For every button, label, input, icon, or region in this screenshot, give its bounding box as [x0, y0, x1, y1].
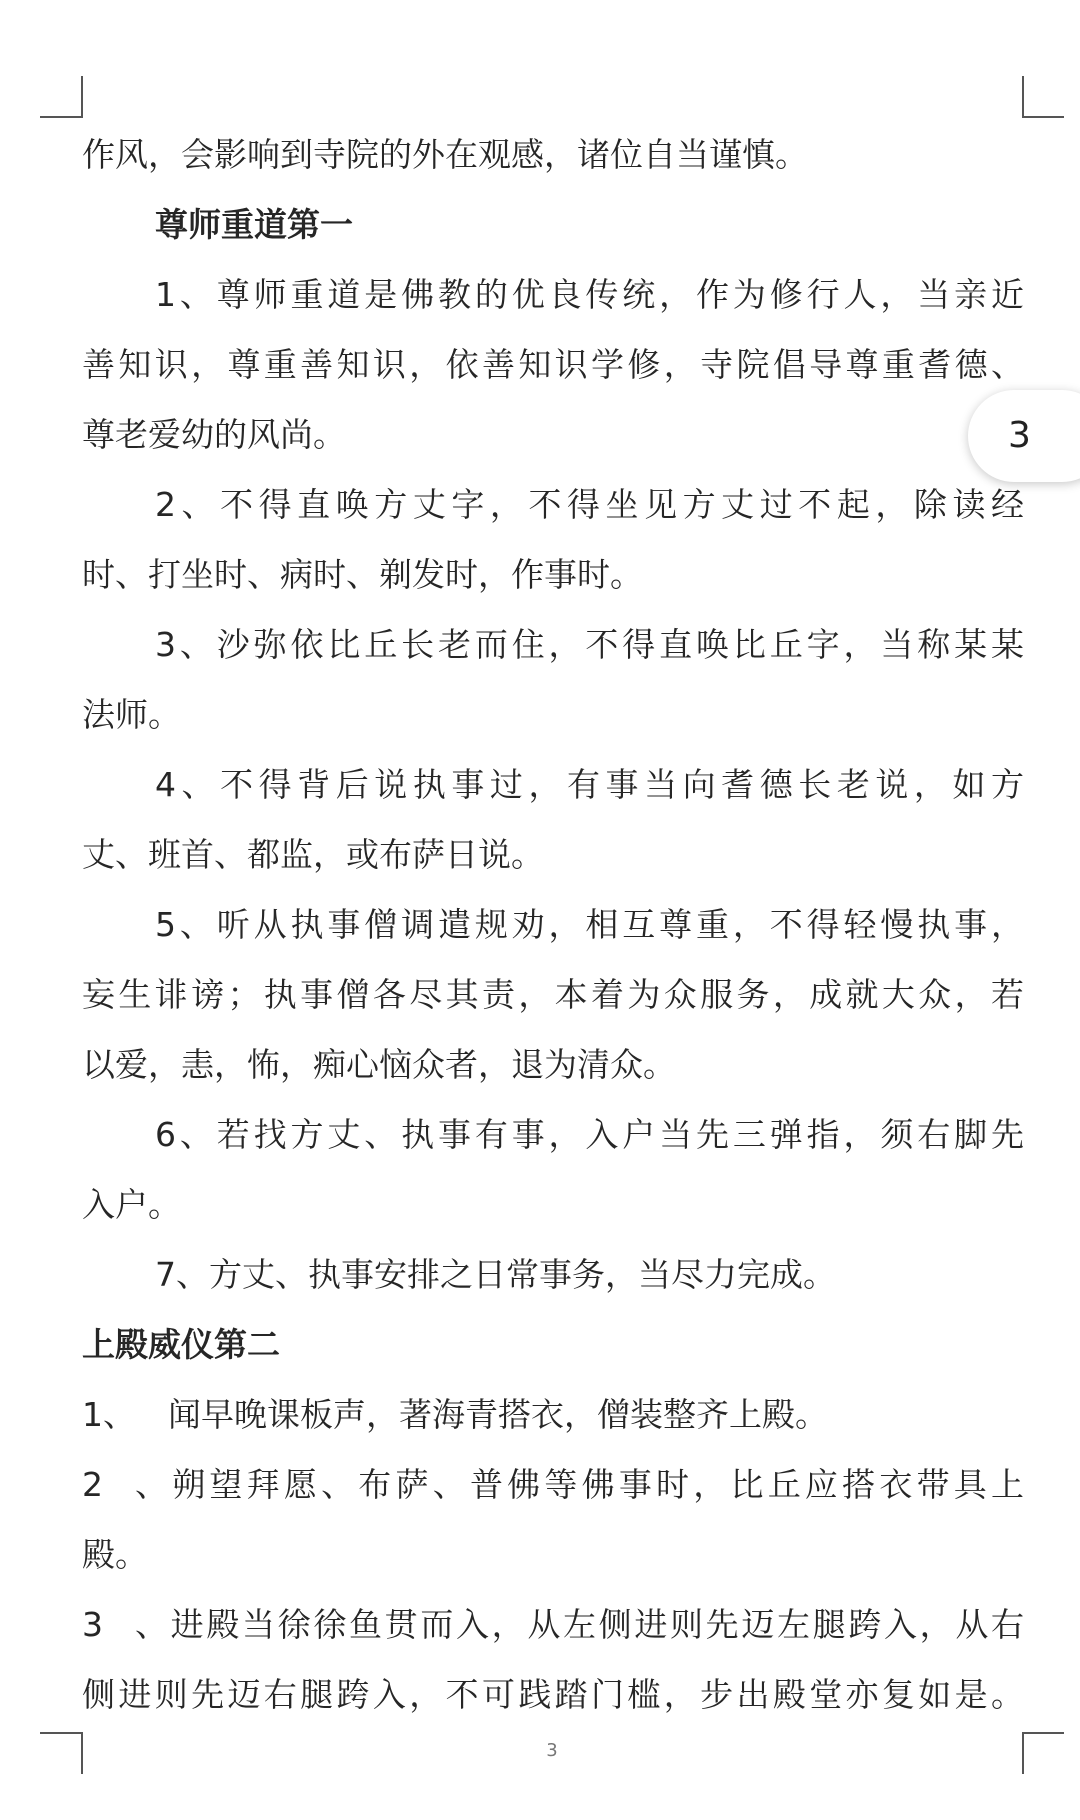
footer-page-number: 3 — [546, 1740, 558, 1761]
crop-mark-bottom-right-h — [1022, 1732, 1064, 1734]
crop-mark-bottom-left-h — [40, 1732, 82, 1734]
list-item-text: 侧进则先迈右腿跨入，不可践踏门槛，步出殿堂亦复如是。 — [82, 1675, 1024, 1714]
crop-mark-top-left-v — [81, 76, 83, 118]
page-indicator-badge[interactable] — [968, 390, 1080, 482]
list-number: 1、 — [82, 1395, 136, 1434]
list-number: 3、 — [82, 1605, 168, 1644]
list-number: 2、 — [82, 1465, 168, 1504]
numbered-list-line — [82, 1590, 1024, 1660]
paragraph-line: 尊老爱幼的风尚。 — [82, 415, 346, 454]
paragraph-line: 入户。 — [82, 1185, 181, 1224]
paragraph-line: 时、打坐时、病时、剃发时，作事时。 — [82, 555, 643, 594]
paragraph-line: 丈、班首、都监，或布萨日说。 — [82, 835, 544, 874]
paragraph-line: 作风，会影响到寺院的外在观感，诸位自当谨慎。 — [82, 135, 808, 174]
paragraph-line: 6、若找方丈、执事有事，入户当先三弹指，须右脚先 — [155, 1115, 1024, 1154]
section-heading: 尊师重道第一 — [155, 205, 353, 244]
paragraph-line: 7、方丈、执事安排之日常事务，当尽力完成。 — [155, 1255, 836, 1294]
numbered-list-line — [82, 1660, 1024, 1730]
list-item-text: 朔望拜愿、布萨、普佛等佛事时，比丘应搭衣带具上 — [168, 1465, 1024, 1504]
section-heading: 上殿威仪第二 — [82, 1325, 280, 1364]
crop-mark-top-right-v — [1022, 76, 1024, 118]
list-item-text: 闻早晚课板声，著海青搭衣，僧装整齐上殿。 — [168, 1395, 828, 1434]
paragraph-line: 2、不得直唤方丈字，不得坐见方丈过不起，除读经 — [155, 485, 1024, 524]
list-item-text: 殿。 — [82, 1535, 148, 1574]
paragraph-line: 3、沙弥依比丘长老而住，不得直唤比丘字，当称某某 — [155, 625, 1024, 664]
paragraph-line: 5、听从执事僧调遣规劝，相互尊重，不得轻慢执事， — [155, 905, 1024, 944]
paragraph-line: 以爱，恚，怖，痴心恼众者，退为清众。 — [82, 1045, 676, 1084]
paragraph-line: 4、不得背后说执事过，有事当向耆德长老说，如方 — [155, 765, 1024, 804]
list-item-text: 进殿当徐徐鱼贯而入，从左侧进则先迈左腿跨入，从右 — [168, 1605, 1024, 1644]
paragraph-line: 法师。 — [82, 695, 181, 734]
paragraph-line: 妄生诽谤；执事僧各尽其责，本着为众服务，成就大众，若 — [82, 975, 1024, 1014]
page-indicator-number: 3 — [1008, 415, 1031, 456]
numbered-list-line — [82, 1520, 1024, 1590]
numbered-list-line — [82, 1450, 1024, 1520]
numbered-list-line — [82, 1380, 1024, 1450]
crop-mark-top-right-h — [1022, 116, 1064, 118]
crop-mark-top-left-h — [40, 116, 82, 118]
paragraph-line: 1、尊师重道是佛教的优良传统，作为修行人，当亲近 — [155, 275, 1024, 314]
document-body — [82, 120, 1024, 1730]
paragraph-line: 善知识，尊重善知识，依善知识学修，寺院倡导尊重耆德、 — [82, 345, 1024, 384]
